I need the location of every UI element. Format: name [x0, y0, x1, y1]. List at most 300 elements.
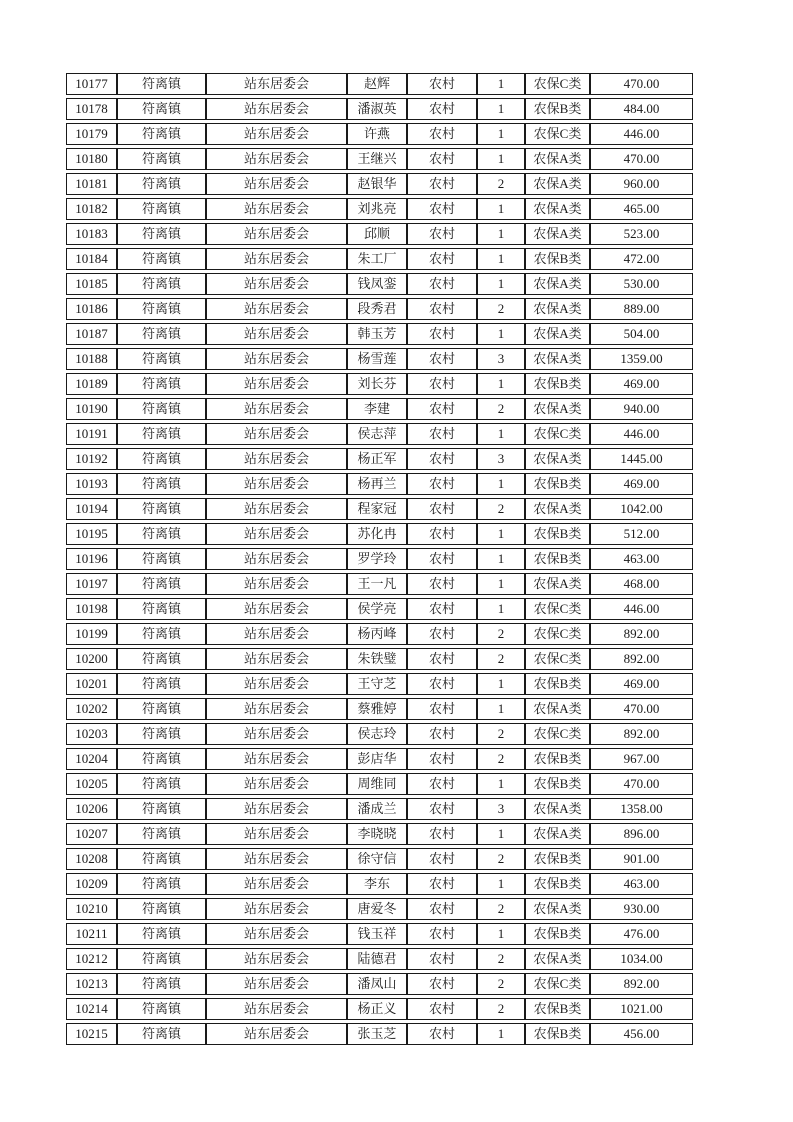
cell-id: 10197: [66, 573, 117, 595]
cell-committee: 站东居委会: [206, 648, 347, 670]
cell-town: 符离镇: [117, 948, 206, 970]
cell-town: 符离镇: [117, 798, 206, 820]
cell-town: 符离镇: [117, 423, 206, 445]
cell-residence: 农村: [407, 98, 477, 120]
cell-town: 符离镇: [117, 298, 206, 320]
cell-name: 蔡雅婷: [347, 698, 407, 720]
roster-table-body: [66, 73, 693, 1045]
cell-id: 10211: [66, 923, 117, 945]
cell-name: 王一凡: [347, 573, 407, 595]
cell-amount: 472.00: [590, 248, 693, 270]
cell-committee: 站东居委会: [206, 448, 347, 470]
cell-name: 邱顺: [347, 223, 407, 245]
cell-category: 农保A类: [525, 898, 590, 920]
cell-town: 符离镇: [117, 348, 206, 370]
cell-committee: 站东居委会: [206, 823, 347, 845]
cell-count: 1: [477, 323, 525, 345]
cell-id: 10182: [66, 198, 117, 220]
cell-count: 2: [477, 848, 525, 870]
cell-name: 刘兆亮: [347, 198, 407, 220]
cell-category: 农保A类: [525, 948, 590, 970]
cell-residence: 农村: [407, 948, 477, 970]
cell-committee: 站东居委会: [206, 698, 347, 720]
cell-amount: 469.00: [590, 673, 693, 695]
cell-residence: 农村: [407, 248, 477, 270]
cell-count: 1: [477, 373, 525, 395]
cell-committee: 站东居委会: [206, 898, 347, 920]
cell-count: 3: [477, 448, 525, 470]
cell-count: 1: [477, 73, 525, 95]
cell-count: 2: [477, 498, 525, 520]
table-row: [66, 898, 693, 920]
cell-committee: 站东居委会: [206, 798, 347, 820]
cell-id: 10199: [66, 623, 117, 645]
cell-count: 1: [477, 223, 525, 245]
cell-id: 10186: [66, 298, 117, 320]
cell-amount: 469.00: [590, 473, 693, 495]
table-row: [66, 398, 693, 420]
cell-committee: 站东居委会: [206, 1023, 347, 1045]
cell-town: 符离镇: [117, 898, 206, 920]
cell-amount: 469.00: [590, 373, 693, 395]
table-row: [66, 298, 693, 320]
table-row: [66, 248, 693, 270]
cell-residence: 农村: [407, 298, 477, 320]
cell-residence: 农村: [407, 373, 477, 395]
cell-category: 农保C类: [525, 598, 590, 620]
cell-residence: 农村: [407, 198, 477, 220]
cell-committee: 站东居委会: [206, 773, 347, 795]
cell-category: 农保B类: [525, 373, 590, 395]
cell-category: 农保C类: [525, 973, 590, 995]
cell-name: 刘长芬: [347, 373, 407, 395]
cell-category: 农保C类: [525, 623, 590, 645]
table-row: [66, 73, 693, 95]
cell-name: 侯志玲: [347, 723, 407, 745]
table-row: [66, 848, 693, 870]
cell-amount: 523.00: [590, 223, 693, 245]
cell-id: 10198: [66, 598, 117, 620]
cell-town: 符离镇: [117, 698, 206, 720]
cell-name: 侯志萍: [347, 423, 407, 445]
cell-committee: 站东居委会: [206, 173, 347, 195]
cell-name: 韩玉芳: [347, 323, 407, 345]
cell-residence: 农村: [407, 898, 477, 920]
table-row: [66, 798, 693, 820]
cell-id: 10187: [66, 323, 117, 345]
cell-count: 2: [477, 948, 525, 970]
cell-name: 李东: [347, 873, 407, 895]
cell-residence: 农村: [407, 498, 477, 520]
cell-category: 农保B类: [525, 998, 590, 1020]
cell-id: 10195: [66, 523, 117, 545]
cell-residence: 农村: [407, 148, 477, 170]
cell-town: 符离镇: [117, 473, 206, 495]
cell-town: 符离镇: [117, 848, 206, 870]
cell-category: 农保A类: [525, 223, 590, 245]
cell-category: 农保B类: [525, 473, 590, 495]
cell-id: 10204: [66, 748, 117, 770]
cell-amount: 470.00: [590, 698, 693, 720]
table-row: [66, 923, 693, 945]
cell-id: 10201: [66, 673, 117, 695]
cell-residence: 农村: [407, 73, 477, 95]
cell-amount: 504.00: [590, 323, 693, 345]
cell-amount: 930.00: [590, 898, 693, 920]
cell-committee: 站东居委会: [206, 873, 347, 895]
cell-residence: 农村: [407, 873, 477, 895]
cell-residence: 农村: [407, 273, 477, 295]
cell-id: 10213: [66, 973, 117, 995]
cell-town: 符离镇: [117, 373, 206, 395]
cell-category: 农保A类: [525, 173, 590, 195]
cell-name: 陆德君: [347, 948, 407, 970]
cell-town: 符离镇: [117, 198, 206, 220]
cell-residence: 农村: [407, 573, 477, 595]
cell-residence: 农村: [407, 423, 477, 445]
cell-residence: 农村: [407, 123, 477, 145]
cell-residence: 农村: [407, 648, 477, 670]
cell-committee: 站东居委会: [206, 548, 347, 570]
cell-town: 符离镇: [117, 673, 206, 695]
cell-count: 2: [477, 898, 525, 920]
cell-id: 10209: [66, 873, 117, 895]
cell-town: 符离镇: [117, 548, 206, 570]
cell-id: 10184: [66, 248, 117, 270]
table-row: [66, 148, 693, 170]
cell-committee: 站东居委会: [206, 248, 347, 270]
cell-category: 农保C类: [525, 648, 590, 670]
cell-amount: 1445.00: [590, 448, 693, 470]
cell-amount: 446.00: [590, 423, 693, 445]
cell-town: 符离镇: [117, 248, 206, 270]
cell-amount: 470.00: [590, 773, 693, 795]
cell-name: 朱铁璧: [347, 648, 407, 670]
cell-count: 2: [477, 298, 525, 320]
cell-residence: 农村: [407, 823, 477, 845]
cell-town: 符离镇: [117, 823, 206, 845]
cell-count: 3: [477, 348, 525, 370]
table-row: [66, 673, 693, 695]
cell-id: 10179: [66, 123, 117, 145]
cell-residence: 农村: [407, 923, 477, 945]
cell-count: 2: [477, 648, 525, 670]
cell-committee: 站东居委会: [206, 748, 347, 770]
cell-count: 2: [477, 623, 525, 645]
cell-category: 农保A类: [525, 698, 590, 720]
cell-count: 3: [477, 798, 525, 820]
table-row: [66, 723, 693, 745]
cell-id: 10208: [66, 848, 117, 870]
cell-id: 10192: [66, 448, 117, 470]
cell-id: 10205: [66, 773, 117, 795]
cell-category: 农保A类: [525, 273, 590, 295]
cell-committee: 站东居委会: [206, 523, 347, 545]
cell-residence: 农村: [407, 448, 477, 470]
cell-amount: 1042.00: [590, 498, 693, 520]
cell-residence: 农村: [407, 623, 477, 645]
cell-category: 农保C类: [525, 423, 590, 445]
cell-name: 杨正义: [347, 998, 407, 1020]
cell-count: 1: [477, 148, 525, 170]
cell-name: 苏化冉: [347, 523, 407, 545]
cell-count: 2: [477, 398, 525, 420]
cell-amount: 465.00: [590, 198, 693, 220]
cell-amount: 468.00: [590, 573, 693, 595]
cell-category: 农保B类: [525, 248, 590, 270]
cell-name: 杨正军: [347, 448, 407, 470]
cell-town: 符离镇: [117, 173, 206, 195]
cell-town: 符离镇: [117, 723, 206, 745]
cell-town: 符离镇: [117, 923, 206, 945]
cell-id: 10183: [66, 223, 117, 245]
cell-committee: 站东居委会: [206, 423, 347, 445]
cell-name: 潘凤山: [347, 973, 407, 995]
cell-residence: 农村: [407, 848, 477, 870]
cell-residence: 农村: [407, 723, 477, 745]
cell-residence: 农村: [407, 798, 477, 820]
cell-id: 10189: [66, 373, 117, 395]
cell-name: 钱玉祥: [347, 923, 407, 945]
table-row: [66, 423, 693, 445]
cell-amount: 1034.00: [590, 948, 693, 970]
cell-id: 10196: [66, 548, 117, 570]
cell-category: 农保B类: [525, 773, 590, 795]
cell-committee: 站东居委会: [206, 323, 347, 345]
cell-category: 农保A类: [525, 298, 590, 320]
table-row: [66, 698, 693, 720]
cell-name: 段秀君: [347, 298, 407, 320]
cell-id: 10185: [66, 273, 117, 295]
cell-residence: 农村: [407, 473, 477, 495]
cell-committee: 站东居委会: [206, 998, 347, 1020]
table-row: [66, 1023, 693, 1045]
cell-committee: 站东居委会: [206, 598, 347, 620]
cell-category: 农保B类: [525, 1023, 590, 1045]
table-row: [66, 273, 693, 295]
cell-residence: 农村: [407, 223, 477, 245]
cell-committee: 站东居委会: [206, 723, 347, 745]
cell-id: 10180: [66, 148, 117, 170]
cell-id: 10203: [66, 723, 117, 745]
cell-category: 农保B类: [525, 873, 590, 895]
cell-amount: 456.00: [590, 1023, 693, 1045]
table-row: [66, 748, 693, 770]
cell-count: 2: [477, 748, 525, 770]
cell-amount: 896.00: [590, 823, 693, 845]
cell-category: 农保A类: [525, 198, 590, 220]
cell-count: 1: [477, 598, 525, 620]
cell-amount: 967.00: [590, 748, 693, 770]
cell-name: 彭店华: [347, 748, 407, 770]
cell-town: 符离镇: [117, 98, 206, 120]
cell-amount: 512.00: [590, 523, 693, 545]
cell-category: 农保A类: [525, 148, 590, 170]
cell-count: 1: [477, 98, 525, 120]
cell-count: 2: [477, 723, 525, 745]
cell-town: 符离镇: [117, 598, 206, 620]
cell-count: 1: [477, 273, 525, 295]
cell-committee: 站东居委会: [206, 623, 347, 645]
table-row: [66, 323, 693, 345]
cell-category: 农保A类: [525, 823, 590, 845]
cell-amount: 892.00: [590, 648, 693, 670]
cell-name: 赵辉: [347, 73, 407, 95]
table-row: [66, 973, 693, 995]
table-row: [66, 223, 693, 245]
cell-town: 符离镇: [117, 623, 206, 645]
cell-id: 10190: [66, 398, 117, 420]
cell-committee: 站东居委会: [206, 923, 347, 945]
cell-name: 王继兴: [347, 148, 407, 170]
cell-category: 农保B类: [525, 98, 590, 120]
cell-amount: 476.00: [590, 923, 693, 945]
table-row: [66, 823, 693, 845]
table-row: [66, 948, 693, 970]
cell-amount: 470.00: [590, 148, 693, 170]
cell-category: 农保A类: [525, 448, 590, 470]
cell-id: 10178: [66, 98, 117, 120]
table-row: [66, 573, 693, 595]
cell-name: 杨雪莲: [347, 348, 407, 370]
cell-town: 符离镇: [117, 398, 206, 420]
cell-id: 10207: [66, 823, 117, 845]
cell-town: 符离镇: [117, 523, 206, 545]
cell-id: 10181: [66, 173, 117, 195]
cell-committee: 站东居委会: [206, 848, 347, 870]
cell-name: 唐爱冬: [347, 898, 407, 920]
table-row: [66, 348, 693, 370]
cell-id: 10214: [66, 998, 117, 1020]
cell-name: 李晓晓: [347, 823, 407, 845]
cell-name: 赵银华: [347, 173, 407, 195]
cell-id: 10191: [66, 423, 117, 445]
cell-category: 农保B类: [525, 523, 590, 545]
cell-committee: 站东居委会: [206, 148, 347, 170]
cell-town: 符离镇: [117, 448, 206, 470]
cell-residence: 农村: [407, 973, 477, 995]
cell-committee: 站东居委会: [206, 373, 347, 395]
table-row: [66, 548, 693, 570]
cell-count: 1: [477, 548, 525, 570]
cell-committee: 站东居委会: [206, 73, 347, 95]
cell-residence: 农村: [407, 998, 477, 1020]
cell-id: 10177: [66, 73, 117, 95]
cell-category: 农保C类: [525, 123, 590, 145]
cell-residence: 农村: [407, 773, 477, 795]
cell-category: 农保C类: [525, 723, 590, 745]
cell-name: 潘淑英: [347, 98, 407, 120]
table-row: [66, 98, 693, 120]
cell-town: 符离镇: [117, 323, 206, 345]
cell-residence: 农村: [407, 598, 477, 620]
cell-residence: 农村: [407, 323, 477, 345]
cell-count: 1: [477, 698, 525, 720]
cell-count: 1: [477, 573, 525, 595]
cell-amount: 940.00: [590, 398, 693, 420]
cell-residence: 农村: [407, 548, 477, 570]
roster-table-container: [66, 70, 693, 1048]
cell-category: 农保A类: [525, 798, 590, 820]
cell-town: 符离镇: [117, 973, 206, 995]
table-row: [66, 873, 693, 895]
table-row: [66, 998, 693, 1020]
cell-category: 农保C类: [525, 73, 590, 95]
cell-category: 农保B类: [525, 673, 590, 695]
table-row: [66, 623, 693, 645]
cell-committee: 站东居委会: [206, 973, 347, 995]
cell-committee: 站东居委会: [206, 298, 347, 320]
cell-town: 符离镇: [117, 498, 206, 520]
cell-name: 许燕: [347, 123, 407, 145]
table-row: [66, 523, 693, 545]
cell-amount: 1358.00: [590, 798, 693, 820]
cell-name: 杨再兰: [347, 473, 407, 495]
cell-committee: 站东居委会: [206, 123, 347, 145]
table-row: [66, 498, 693, 520]
table-row: [66, 473, 693, 495]
cell-count: 1: [477, 123, 525, 145]
cell-committee: 站东居委会: [206, 473, 347, 495]
cell-count: 2: [477, 173, 525, 195]
cell-count: 1: [477, 423, 525, 445]
cell-count: 1: [477, 473, 525, 495]
cell-count: 1: [477, 673, 525, 695]
cell-town: 符离镇: [117, 873, 206, 895]
cell-category: 农保A类: [525, 348, 590, 370]
cell-count: 1: [477, 923, 525, 945]
roster-table: [66, 70, 693, 1048]
cell-name: 杨丙峰: [347, 623, 407, 645]
cell-name: 周维同: [347, 773, 407, 795]
cell-town: 符离镇: [117, 748, 206, 770]
cell-category: 农保A类: [525, 323, 590, 345]
cell-count: 1: [477, 823, 525, 845]
cell-amount: 484.00: [590, 98, 693, 120]
cell-count: 2: [477, 998, 525, 1020]
cell-name: 徐守信: [347, 848, 407, 870]
cell-category: 农保B类: [525, 923, 590, 945]
cell-committee: 站东居委会: [206, 498, 347, 520]
cell-amount: 463.00: [590, 873, 693, 895]
table-row: [66, 773, 693, 795]
cell-amount: 892.00: [590, 623, 693, 645]
cell-committee: 站东居委会: [206, 198, 347, 220]
cell-town: 符离镇: [117, 273, 206, 295]
table-row: [66, 598, 693, 620]
cell-category: 农保A类: [525, 573, 590, 595]
cell-id: 10193: [66, 473, 117, 495]
cell-amount: 892.00: [590, 723, 693, 745]
table-row: [66, 448, 693, 470]
cell-amount: 446.00: [590, 598, 693, 620]
cell-id: 10194: [66, 498, 117, 520]
cell-category: 农保A类: [525, 498, 590, 520]
cell-residence: 农村: [407, 748, 477, 770]
cell-name: 罗学玲: [347, 548, 407, 570]
cell-committee: 站东居委会: [206, 573, 347, 595]
cell-amount: 889.00: [590, 298, 693, 320]
cell-residence: 农村: [407, 1023, 477, 1045]
cell-amount: 960.00: [590, 173, 693, 195]
cell-name: 李建: [347, 398, 407, 420]
cell-residence: 农村: [407, 398, 477, 420]
cell-town: 符离镇: [117, 148, 206, 170]
cell-count: 1: [477, 198, 525, 220]
cell-amount: 530.00: [590, 273, 693, 295]
cell-name: 朱工厂: [347, 248, 407, 270]
cell-amount: 901.00: [590, 848, 693, 870]
